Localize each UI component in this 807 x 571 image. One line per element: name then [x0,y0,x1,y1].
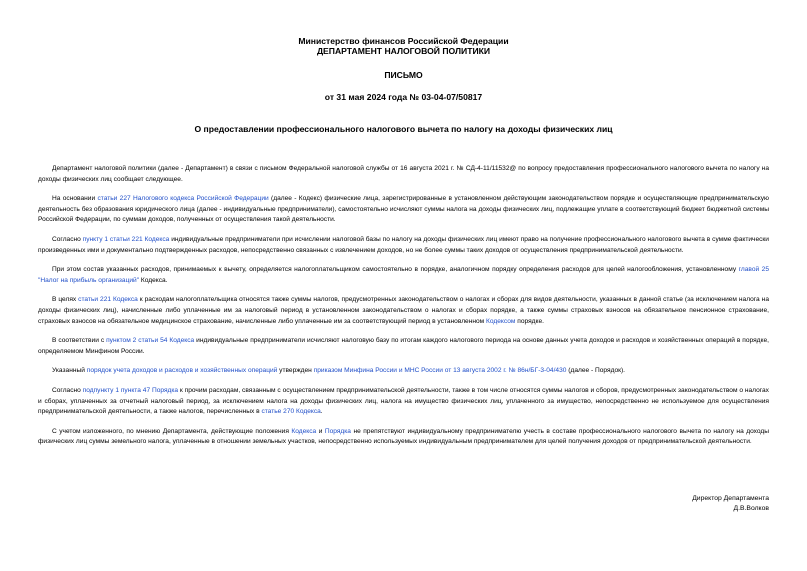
letter-body [38,164,769,448]
paragraph-8: Согласно подпункту 1 пункта 47 Порядка к прочим расходам, связанным с осуществлением предпринимательской деятельности, также в том числе относятся суммы налогов и сборов, предусмотренных законодательством о налогах и сборах, уплаченных за отчетный налоговый период, за исключением налога на доходы физических лиц, налога на имущество физических лиц, уплаченного за имущество, непосредственно не используемое для осуществления предпринимательской деятельности, а также налогов, перечисленных в статье 270 Кодекса. [38,386,769,416]
link-chapter-25[interactable]: главой 25 "Налог на прибыль организаций" [38,266,769,284]
link-accounting-order[interactable]: порядок учета доходов и расходов и хозяйственных операций [86,367,278,375]
paragraph-3: Согласно пункту 1 статьи 221 Кодекса индивидуальные предприниматели при исчислении налоговой базы по налогу на доходы физических лиц имеют право на получение профессионального налогового вычета в сумме фактически произведенных ими и документально подтвержденных расходов, непосредственно связанных с извлечением доходов, но не более суммы таких доходов от осуществления предпринимательской деятельности. [38,235,769,254]
signer-position: Директор Департамента [692,495,769,502]
link-poryadok[interactable]: Порядка [324,427,351,435]
paragraph-2: На основании статьи 227 Налогового кодекса Российской Федерации (далее - Кодекс) физические лица, зарегистрированные в установленном действующим законодательством порядке и осуществляющие предпринимательскую деятельность без образования юридического лица (далее - индивидуальные предприниматели), самостоятельно исчисляют суммы налога на доходы физических лиц, подлежащие уплате в соответствующий бюджет бюджетной системы Российской Федерации, по суммам доходов, полученных от осуществления такой деятельности. [38,195,769,224]
document-date-number: от 31 мая 2024 года № 03-04-07/50817 [324,92,483,102]
department-name: ДЕПАРТАМЕНТ НАЛОГОВОЙ ПОЛИТИКИ [316,46,491,56]
link-kodeks[interactable]: Кодексом [486,317,516,325]
link-article-270[interactable]: статье 270 Кодекса [261,408,321,416]
link-article-221[interactable]: статьи 221 Кодекса [78,296,138,304]
document-type: ПИСЬМО [384,70,423,80]
paragraph-5: В целях статьи 221 Кодекса к расходам налогоплательщика относятся также суммы налогов, предусмотренных законодательством о налогах и сборах для видов деятельности, указанных в данной статье (за исключением налога на доходы физических лиц), начисленные либо уплаченные им за налоговый период в установленном законодательством о налогах и сборах порядке, а также суммы страховых взносов на обязательное пенсионное страхование, страховых взносов на обязательное медицинское страхование, начисленные либо уплаченные им за соответствующий период в установленном Кодексом порядке. [38,296,769,325]
link-kodeks-2[interactable]: Кодекса [291,427,317,435]
signer-name: Д.В.Волков [733,505,769,512]
signature-block [692,494,769,514]
letter-header [38,36,769,134]
link-article-54-p2[interactable]: пунктом 2 статьи 54 Кодекса [106,337,195,345]
link-order-86n[interactable]: приказом Минфина России и МНС России от 13 августа 2002 г. № 86н/БГ-3-04/430 [313,367,567,375]
paragraph-4: При этом состав указанных расходов, принимаемых к вычету, определяется налогоплательщиком самостоятельно в порядке, аналогичном порядку определения расходов для целей налогообложения, установленному главой 25 "Налог на прибыль организаций" Кодекса. [38,266,769,284]
paragraph-6: В соответствии с пунктом 2 статьи 54 Кодекса индивидуальные предприниматели исчисляют налоговую базу по итогам каждого налогового периода на основе данных учета доходов и расходов и хозяйственных операций в порядке, определяемом Минфином России. [38,337,769,355]
link-article-221-p1[interactable]: пункту 1 статьи 221 Кодекса [82,235,170,243]
link-order-p47[interactable]: подпункту 1 пункта 47 Порядка [82,386,179,394]
paragraph-1: Департамент налоговой политики (далее - Департамент) в связи с письмом Федеральной налоговой службы от 16 августа 2021 г. № СД-4-11/11532@ по вопросу предоставления профессионального налогового вычета по налогу на доходы физических лиц сообщает следующее. [38,165,769,183]
link-article-227[interactable]: статьи 227 Налогового кодекса Российской Федерации [97,195,269,203]
paragraph-9: С учетом изложенного, по мнению Департамента, действующие положения Кодекса и Порядка не препятствуют индивидуальному предпринимателю учесть в составе профессионального налогового вычета по налогу на доходы физических лиц суммы земельного налога, уплаченные в отношении земельных участков, непосредственно используемых индивидуальным предпринимателем для целей получения доходов от предпринимательской деятельности. [38,427,769,446]
ministry-name: Министерство финансов Российской Федерации [298,36,509,46]
document-subject: О предоставлении профессионального налогового вычета по налогу на доходы физических лиц [194,124,613,134]
paragraph-7: Указанный порядок учета доходов и расходов и хозяйственных операций утвержден приказом Минфина России и МНС России от 13 августа 2002 г. № 86н/БГ-3-04/430 (далее - Порядок). [52,367,626,375]
